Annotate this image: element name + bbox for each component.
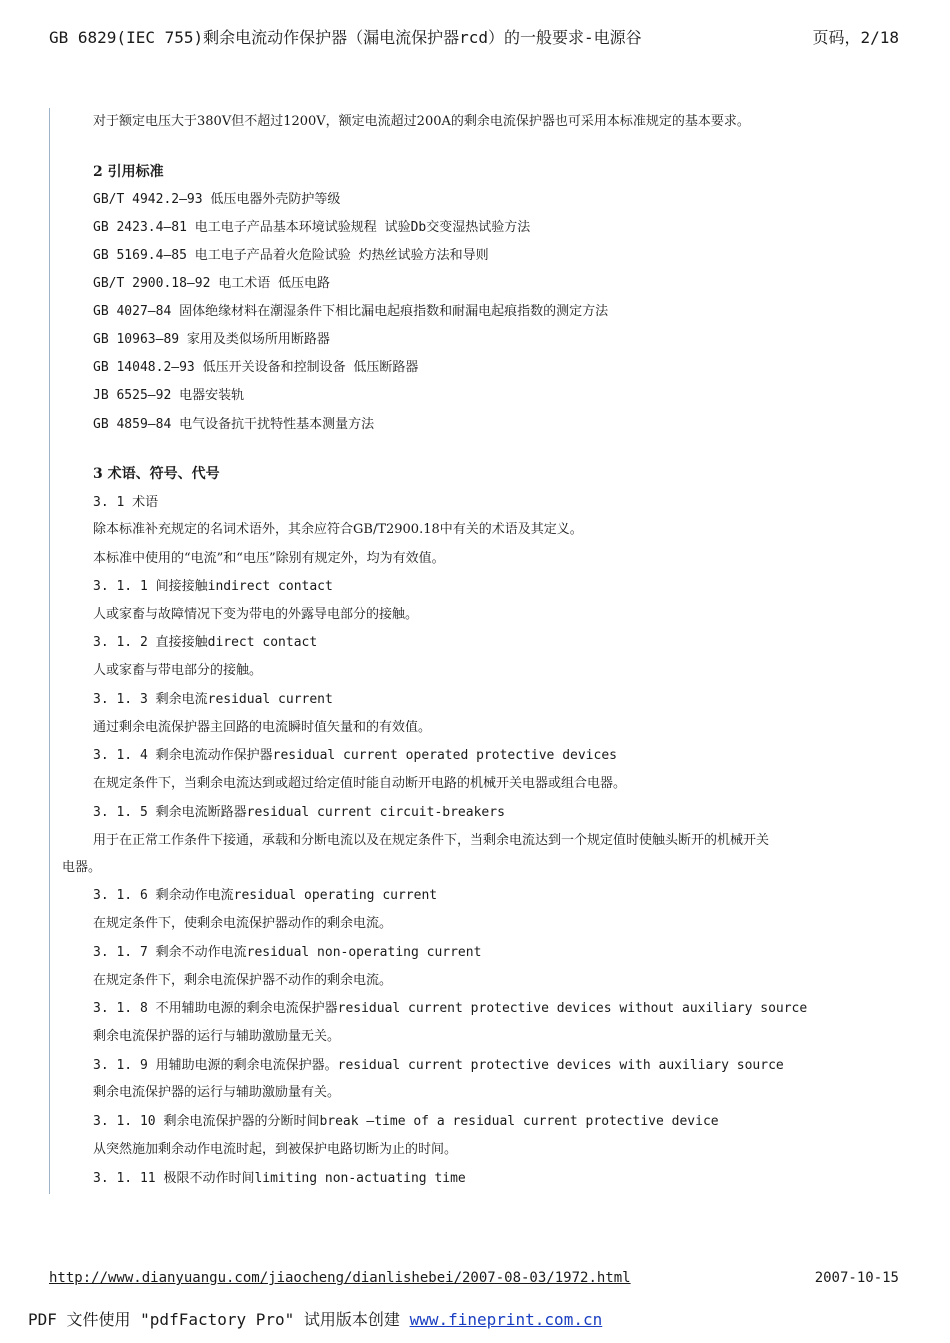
term-heading: 3. 1. 6 剩余动作电流residual operating current xyxy=(93,888,438,903)
term-heading: 3. 1. 7 剩余不动作电流residual non-operating current xyxy=(93,945,482,960)
footer-date: 2007-10-15 xyxy=(814,1270,899,1286)
term-definition: 在规定条件下，剩余电流保护器不动作的剩余电流。 xyxy=(93,973,393,988)
reference-item: JB 6525—92 电器安装轨 xyxy=(93,388,245,403)
reference-item: GB 14048.2—93 低压开关设备和控制设备 低压断路器 xyxy=(93,360,419,375)
term-definition: 从突然施加剩余动作电流时起，到被保护电路切断为止的时间。 xyxy=(93,1142,458,1157)
term-heading: 3. 1. 10 剩余电流保护器的分断时间break –time of a residual current protective device xyxy=(93,1114,719,1129)
reference-item: GB/T 2900.18—92 电工术语 低压电路 xyxy=(93,276,331,291)
pdf-creator-text: PDF 文件使用 "pdfFactory Pro" 试用版本创建 xyxy=(28,1310,410,1329)
term-heading: 3. 1. 5 剩余电流断路器residual current circuit-breakers xyxy=(93,805,505,820)
term-definition: 用于在正常工作条件下接通，承载和分断电流以及在规定条件下，当剩余电流达到一个规定值时使触头断开的机械开关 xyxy=(93,833,770,848)
page-header-title: GB 6829(IEC 755)剩余电流动作保护器（漏电流保护器rcd）的一般要求-电源谷 xyxy=(49,28,642,47)
term-definition: 人或家畜与带电部分的接触。 xyxy=(93,663,263,678)
paragraph: 本标准中使用的“电流”和“电压”除别有规定外，均为有效值。 xyxy=(93,551,445,566)
term-heading: 3. 1. 8 不用辅助电源的剩余电流保护器residual current protective devices without auxiliary source xyxy=(93,1001,808,1016)
reference-item: GB 5169.4—85 电工电子产品着火危险试验 灼热丝试验方法和导则 xyxy=(93,248,489,263)
reference-item: GB 4027—84 固体绝缘材料在潮湿条件下相比漏电起痕指数和耐漏电起痕指数的测定方法 xyxy=(93,304,609,319)
subsection-heading: 3. 1 术语 xyxy=(93,495,159,510)
term-definition: 剩余电流保护器的运行与辅助激励量有关。 xyxy=(93,1085,341,1100)
intro-paragraph: 对于额定电压大于380V但不超过1200V，额定电流超过200A的剩余电流保护器也可采用本标准规定的基本要求。 xyxy=(93,114,750,129)
section-2-heading: 2 引用标准 xyxy=(93,164,164,180)
term-heading: 3. 1. 3 剩余电流residual current xyxy=(93,692,333,707)
reference-item: GB 10963—89 家用及类似场所用断路器 xyxy=(93,332,330,347)
reference-item: GB 2423.4—81 电工电子产品基本环境试验规程 试验Db交变湿热试验方法 xyxy=(93,220,531,235)
term-definition: 通过剩余电流保护器主回路的电流瞬时值矢量和的有效值。 xyxy=(93,720,432,735)
term-definition: 人或家畜与故障情况下变为带电的外露导电部分的接触。 xyxy=(93,607,419,622)
source-url-link[interactable]: http://www.dianyuangu.com/jiaocheng/dianlishebei/2007-08-03/1972.html xyxy=(49,1270,631,1286)
left-margin-rule xyxy=(49,108,50,1194)
term-definition: 在规定条件下，当剩余电流达到或超过给定值时能自动断开电路的机械开关电器或组合电器。 xyxy=(93,776,627,791)
term-heading: 3. 1. 9 用辅助电源的剩余电流保护器。residual current protective devices with auxiliary source xyxy=(93,1058,784,1073)
pdf-creator-note xyxy=(28,1307,602,1330)
section-3-heading: 3 术语、符号、代号 xyxy=(93,466,220,482)
term-definition: 在规定条件下，使剩余电流保护器动作的剩余电流。 xyxy=(93,916,393,931)
term-definition: 剩余电流保护器的运行与辅助激励量无关。 xyxy=(93,1029,341,1044)
fineprint-link[interactable]: www.fineprint.com.cn xyxy=(409,1310,603,1329)
reference-item: GB 4859—84 电气设备抗干扰特性基本测量方法 xyxy=(93,417,375,432)
term-heading: 3. 1. 2 直接接触direct contact xyxy=(93,635,318,650)
term-heading: 3. 1. 1 间接接触indirect contact xyxy=(93,579,333,594)
term-heading: 3. 1. 11 极限不动作时间limiting non-actuating time xyxy=(93,1171,466,1186)
term-definition-continued: 电器。 xyxy=(62,860,102,875)
reference-item: GB/T 4942.2—93 低压电器外壳防护等级 xyxy=(93,192,341,207)
page-number: 页码，2/18 xyxy=(812,28,899,47)
term-heading: 3. 1. 4 剩余电流动作保护器residual current operated protective devices xyxy=(93,748,617,763)
paragraph: 除本标准补充规定的名词术语外，其余应符合GB/T2900.18中有关的术语及其定义。 xyxy=(93,522,583,537)
